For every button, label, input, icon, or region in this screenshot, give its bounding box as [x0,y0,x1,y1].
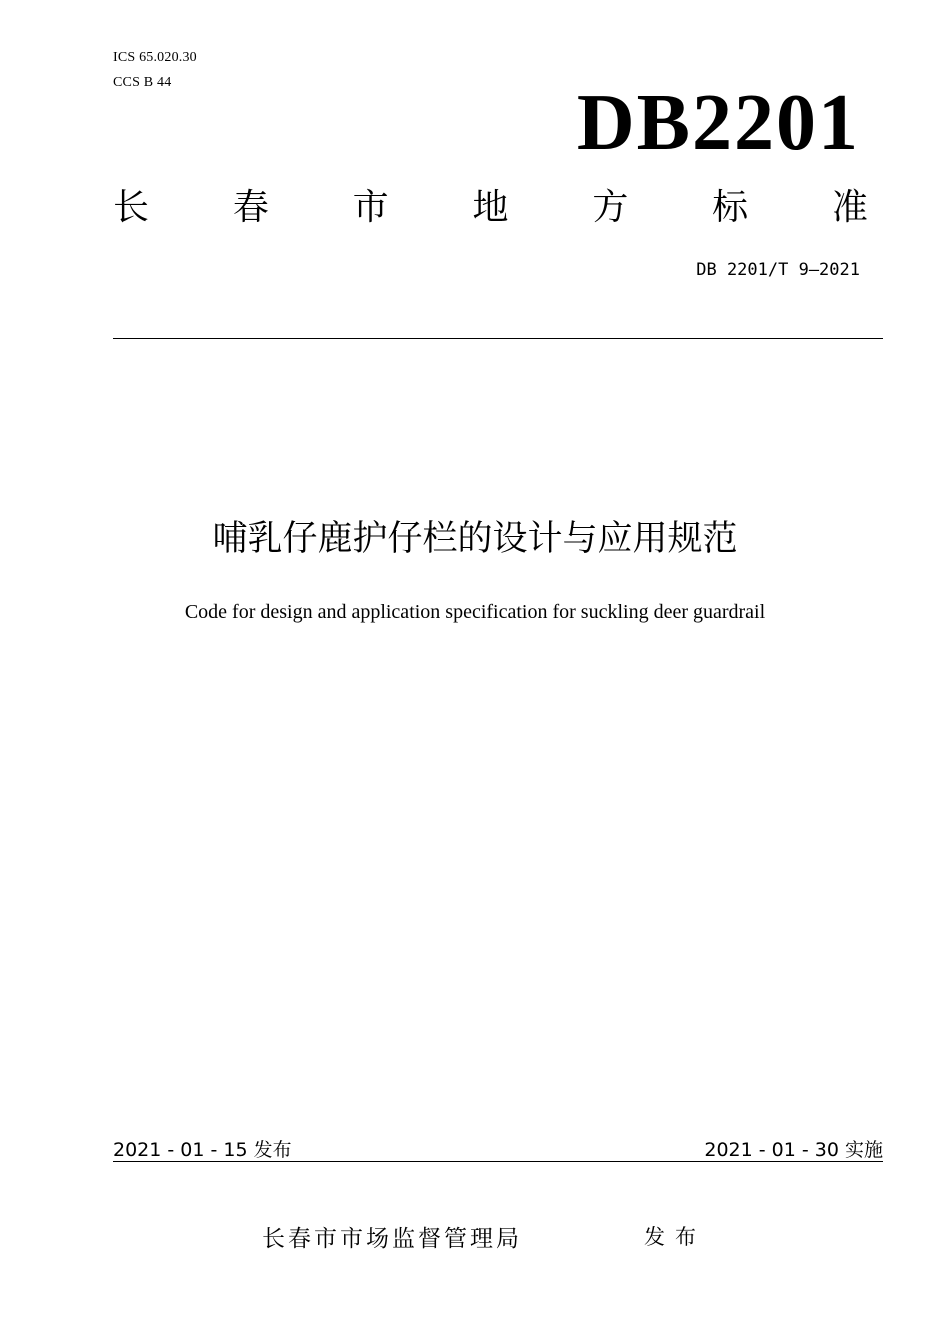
standard-type-char: 准 [831,187,868,228]
standard-type-char: 标 [712,187,749,228]
title-english: Code for design and application specification for suckling deer guardrail [184,601,766,623]
standard-type-char: 春 [232,187,269,228]
header-divider [113,338,883,339]
standard-type-char: 市 [352,187,389,228]
standard-type-char: 方 [592,187,629,228]
standard-type [113,183,868,233]
ccs-code: CCS B 44 [113,75,172,90]
standard-type-char: 长 [113,187,150,228]
issue-label: 发布 [644,1225,706,1249]
footer-divider [113,1161,883,1162]
issue-date: 2021 - 01 - 15 发布 [113,1139,292,1161]
standard-type-char: 地 [472,187,509,228]
standard-mark: DB2201 [576,79,860,167]
ics-code: ICS 65.020.30 [113,50,197,65]
implementation-date: 2021 - 01 - 30 实施 [704,1139,883,1161]
standard-number: DB 2201/T 9—2021 [696,260,860,280]
title-chinese: 哺乳仔鹿护仔栏的设计与应用规范 [212,519,738,559]
issuer-name: 长春市市场监督管理局 [262,1226,522,1252]
